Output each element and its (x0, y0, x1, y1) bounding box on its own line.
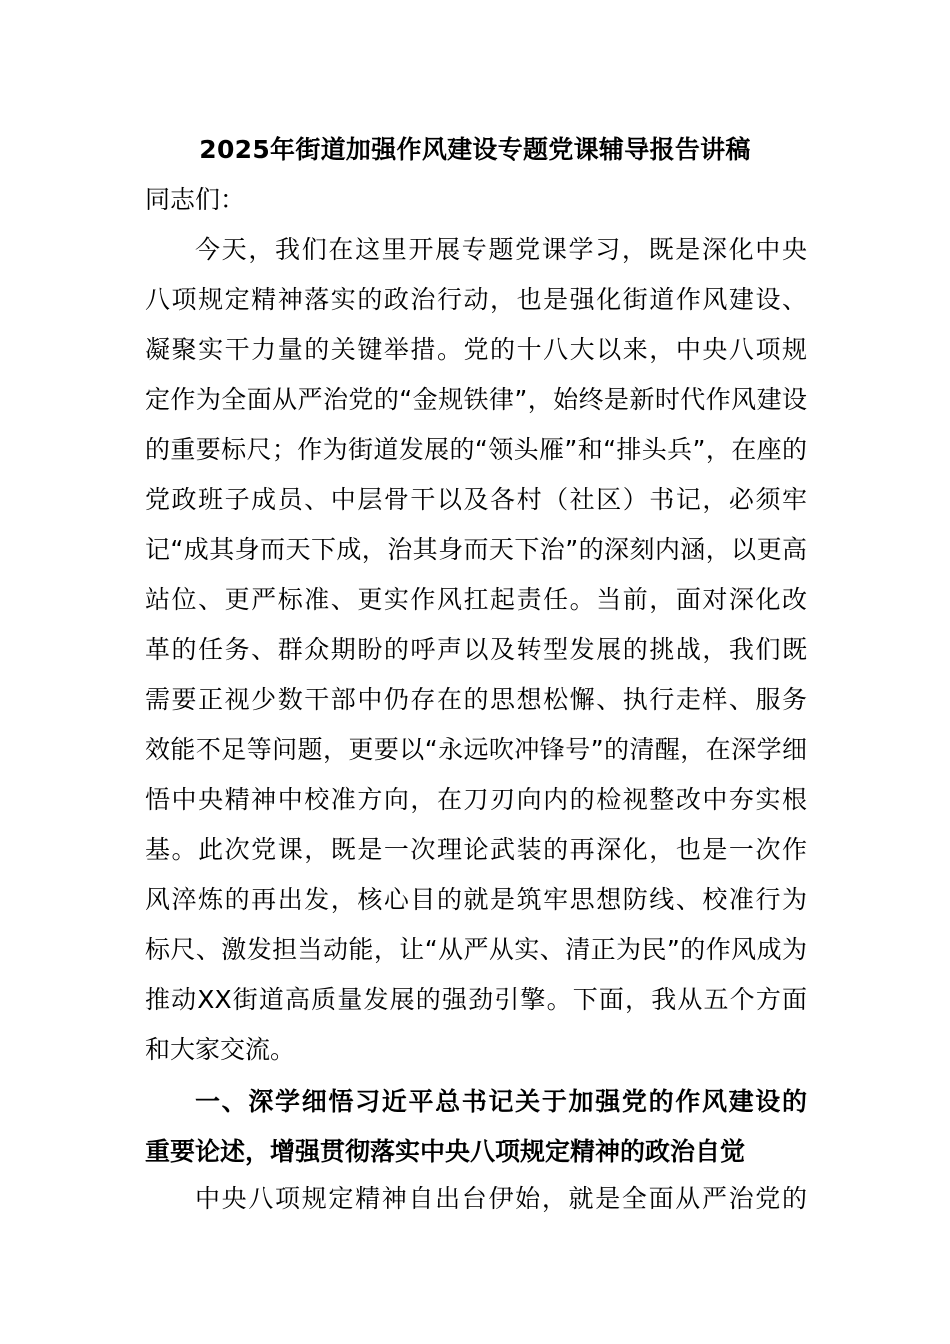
paragraph-line: 和大家交流。 (145, 1035, 296, 1064)
paragraph-line: 基。此次党课，既是一次理论武装的再深化，也是一次作 (145, 835, 807, 864)
greeting: 同志们： (145, 185, 246, 214)
paragraph-line: 的重要标尺；作为街道发展的“领头雁”和“排头兵”，在座的 (145, 435, 807, 464)
heading-line: 重要论述，增强贯彻落实中央八项规定精神的政治自觉 (145, 1137, 746, 1166)
paragraph-line: 记“成其身而天下成，治其身而天下治”的深刻内涵，以更高 (145, 535, 807, 564)
paragraph-2 (145, 1174, 807, 1224)
paragraph-line: 站位、更严标准、更实作风扛起责任。当前，面对深化改 (145, 585, 807, 614)
paragraph-line: 中央八项规定精神自出台伊始，就是全面从严治党的 (195, 1184, 807, 1213)
paragraph-line: 党政班子成员、中层骨干以及各村（社区）书记，必须牢 (145, 485, 807, 514)
paragraph-line: 定作为全面从严治党的“金规铁律”，始终是新时代作风建设 (145, 385, 807, 414)
paragraph-line: 今天，我们在这里开展专题党课学习，既是深化中央 (195, 235, 807, 264)
document-title: 2025年街道加强作风建设专题党课辅导报告讲稿 (199, 135, 751, 164)
paragraph-line: 效能不足等问题，更要以“永远吹冲锋号”的清醒，在深学细 (145, 735, 807, 764)
paragraph-line: 需要正视少数干部中仍存在的思想松懈、执行走样、服务 (145, 685, 807, 714)
paragraph-line: 八项规定精神落实的政治行动，也是强化街道作风建设、 (145, 285, 807, 314)
paragraph-line: 革的任务、群众期盼的呼声以及转型发展的挑战，我们既 (145, 635, 807, 664)
paragraph-line: 凝聚实干力量的关键举措。党的十八大以来，中央八项规 (145, 335, 807, 364)
paragraph-1 (145, 225, 807, 1075)
heading-line: 一、深学细悟习近平总书记关于加强党的作风建设的 (195, 1087, 807, 1116)
paragraph-line: 悟中央精神中校准方向，在刀刃向内的检视整改中夯实根 (145, 785, 807, 814)
paragraph-line: 风淬炼的再出发，核心目的就是筑牢思想防线、校准行为 (145, 885, 807, 914)
section-heading-1 (145, 1077, 807, 1177)
paragraph-line: 标尺、激发担当动能，让“从严从实、清正为民”的作风成为 (145, 935, 807, 964)
paragraph-line: 推动XX街道高质量发展的强劲引擎。下面，我从五个方面 (145, 985, 807, 1014)
